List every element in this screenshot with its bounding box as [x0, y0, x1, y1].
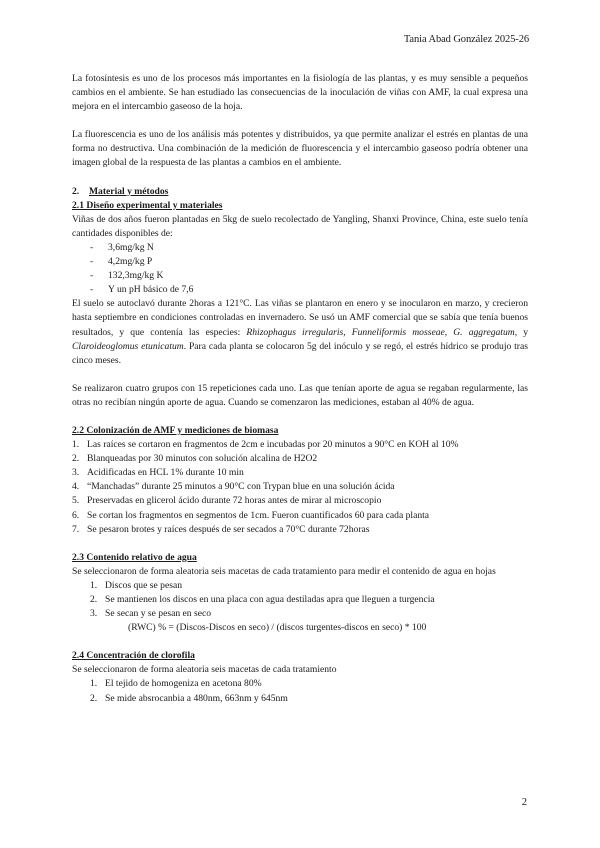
- page-header: Tania Abad González 2025-26: [403, 34, 529, 45]
- text-run: y: [517, 326, 529, 338]
- list-item: - 3,6mg/kg N: [90, 241, 528, 255]
- item-text: Se cortan los fragmentos en segmentos de 1cm. Fueron cuantificados 60 para cada planta: [87, 509, 430, 521]
- list-item: - 132,3mg/kg K: [90, 269, 528, 283]
- item-text: Acidificadas en HCL 1% durante 10 min: [87, 467, 244, 479]
- water-content-steps: [72, 579, 528, 621]
- item-number: 2.: [90, 692, 98, 704]
- list-item: [72, 480, 528, 494]
- colonization-steps: [72, 438, 528, 537]
- item-text: Blanqueadas por 30 minutos con solución alcalina de H2O2: [87, 453, 318, 465]
- item-text: Se secan y se pesan en seco: [105, 608, 212, 620]
- species-names: Rhizophagus irregularis, Funneliformis mosseae, G. aggregatum,: [246, 326, 518, 338]
- item-number: 1.: [90, 678, 98, 690]
- list-item: - 4,2mg/kg P: [90, 255, 528, 269]
- list-item: [72, 593, 528, 607]
- list-item: [72, 509, 528, 523]
- item-number: 1.: [72, 439, 80, 451]
- rwc-formula: (RWC) % = (Discos-Discos en seco) / (discos turgentes-discos en seco) * 100: [128, 622, 427, 634]
- s21-paragraph-2: [72, 297, 528, 367]
- list-item: [72, 494, 528, 508]
- list-item: [72, 579, 528, 593]
- item-text: Preservadas en glicerol ácido durante 72 horas antes de mirar al microscopio: [87, 495, 382, 507]
- intro-paragraph-2: La fluorescencia es uno de los análisis más potentes y distribuidos, ya que permite analizar el estrés en plantas de una forma no destructiva. Una combinación de la medición de fluorescencia y el intercambio gaseoso podría obtener una imagen global de la respuesta de las plantas a cambios en el ambiente.: [72, 129, 528, 169]
- item-number: 6.: [72, 509, 80, 521]
- s21-paragraph-1: Viñas de dos años fueron plantadas en 5kg de suelo recolectado de Yangling, Shanxi Province, China, este suelo tenía cantidades disponibles de:: [72, 213, 528, 239]
- item-number: 3.: [90, 608, 98, 620]
- section-title: Material y métodos: [89, 185, 169, 197]
- item-number: 4.: [72, 481, 80, 493]
- list-item: [72, 677, 528, 691]
- item-number: 2.: [90, 594, 98, 605]
- item-text: Discos que se pesan: [105, 579, 182, 591]
- species-name: Claroideoglomus etunicatum: [72, 340, 184, 352]
- section-number: 2.: [72, 185, 80, 197]
- item-text: “Manchadas” durante 25 minutos a 90°C con Trypan blue en una solución ácida: [87, 481, 395, 493]
- page-number: 2: [521, 797, 527, 808]
- chlorophyll-steps: [72, 677, 528, 705]
- list-item: - Y un pH básico de 7,6: [90, 283, 528, 297]
- list-item: [72, 523, 528, 537]
- item-number: 7.: [72, 523, 80, 535]
- page-content: [72, 72, 528, 706]
- subsection-title-2-3: 2.3 Contenido relativo de agua: [72, 551, 197, 563]
- subsection-title-2-1: 2.1 Diseño experimental y materiales: [72, 199, 223, 211]
- section-heading-2: [72, 185, 528, 199]
- item-number: 5.: [72, 495, 80, 507]
- text-run: . Para cada planta se colocaron 5g del inóculo y se regó, el estrés hídrico se produjo tras cinco meses.: [72, 340, 528, 366]
- list-item: [72, 607, 528, 621]
- soil-nutrient-list: [72, 241, 528, 297]
- s21-paragraph-3: Se realizaron cuatro grupos con 15 repeticiones cada uno. Las que tenían aporte de agua se regaban regularmente, las otras no recibían ningún aporte de agua. Cuando se comenzaron las mediciones, estaban al 40% de agua.: [72, 382, 528, 408]
- list-item: [72, 692, 528, 706]
- list-item: [72, 466, 528, 480]
- s24-paragraph-1: Se seleccionaron de forma aleatoria seis macetas de cada tratamiento: [72, 664, 337, 676]
- list-item: [72, 438, 528, 452]
- item-text: Se mantienen los discos en una placa con agua destiladas apra que lleguen a turgencia: [105, 594, 435, 605]
- item-text: Las raíces se cortaron en fragmentos de 2cm e incubadas por 20 minutos a 90°C en KOH al 10%: [87, 439, 459, 451]
- text-run: El suelo se autoclavó durante 2horas a 121°C. Las viñas se plantaron en enero y se inocularon en marzo, y crecieron hasta septiembre en condiciones controladas en invernadero. Se usó un AMF comercial que se sabía que tenía buenos resultados, y que contenía las especies:: [72, 298, 528, 338]
- item-text: Se pesaron brotes y raíces después de ser secados a 70°C durante 72horas: [87, 523, 370, 535]
- intro-paragraph-1: La fotosíntesis es uno de los procesos más importantes en la fisiología de las plantas, y es muy sensible a pequeños cambios en el ambiente. Se han estudiado las consecuencias de la inoculación de viñas con AMF, la cual expresa una mejora en el intercambio gaseoso de la hoja.: [72, 73, 528, 113]
- item-number: 1.: [90, 579, 98, 591]
- item-text: Se mide absrocanbia a 480nm, 663nm y 645nm: [105, 692, 288, 704]
- item-number: 2.: [72, 453, 80, 465]
- subsection-title-2-2: 2.2 Colonización de AMF y mediciones de biomasa: [72, 424, 279, 436]
- s23-paragraph-1: Se seleccionaron de forma aleatoria seis macetas de cada tratamiento para medir el contenido de agua en hojas: [72, 565, 496, 577]
- item-number: 3.: [72, 467, 80, 479]
- item-text: El tejido de homogeniza en acetona 80%: [105, 678, 262, 690]
- list-item: [72, 452, 528, 466]
- subsection-title-2-4: 2.4 Concentración de clorofila: [72, 650, 195, 662]
